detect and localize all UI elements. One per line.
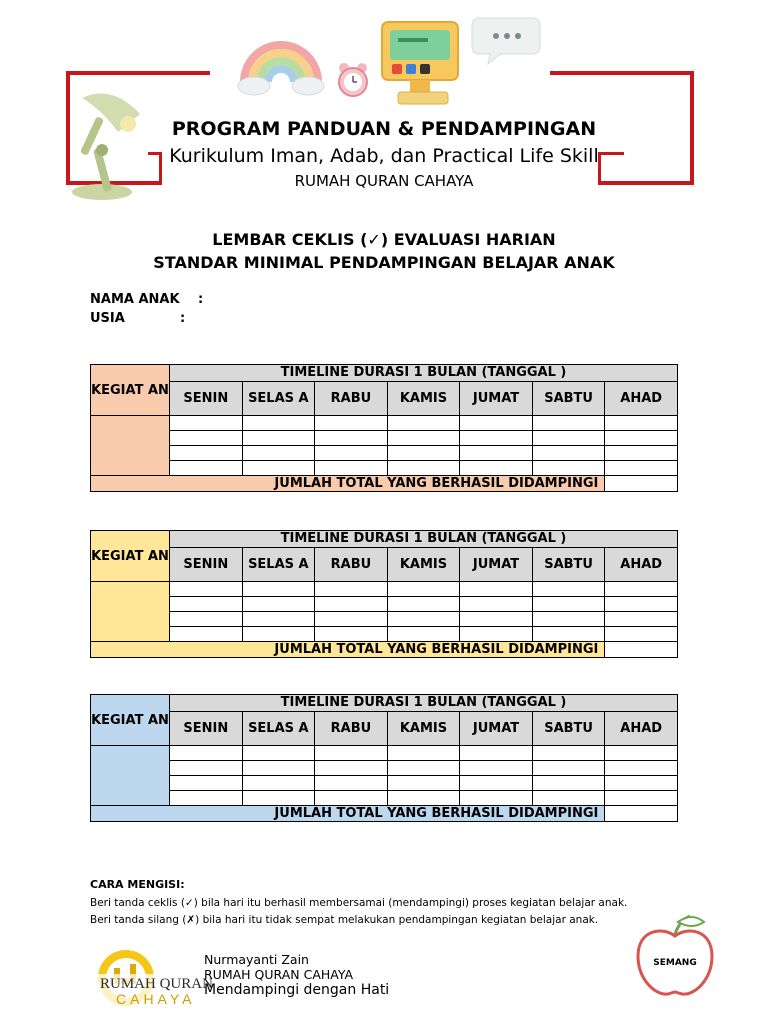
day-selasa: SELAS A (242, 712, 315, 746)
day-kamis: KAMIS (387, 712, 460, 746)
table-row (91, 446, 678, 461)
table-row (91, 627, 678, 642)
instruction-cross: Beri tanda silang (✗) bila hari itu tidak sempat melakukan pendampingan kegiatan belajar anak. (90, 914, 599, 926)
footer-org: RUMAH QURAN CAHAYA (204, 967, 354, 982)
instruction-check: Beri tanda ceklis (✓) bila hari itu berhasil membersamai (mendampingi) proses kegiatan belajar anak. (90, 897, 628, 909)
timeline-header: TIMELINE DURASI 1 BULAN (TANGGAL ) (170, 695, 678, 712)
table-row (91, 461, 678, 476)
computer-icon (380, 18, 462, 108)
chat-bubble-icon (470, 14, 542, 66)
activity-header: KEGIAT AN (91, 365, 170, 416)
instructions-title: CARA MENGISI: (90, 878, 185, 891)
table-row (91, 791, 678, 806)
day-senin: SENIN (170, 712, 243, 746)
day-sabtu: SABTU (532, 712, 605, 746)
activity-header: KEGIAT AN (91, 531, 170, 582)
activity-header: KEGIAT AN (91, 695, 170, 746)
total-value-cell[interactable] (605, 806, 678, 822)
day-rabu: RABU (315, 382, 388, 416)
program-title: PROGRAM PANDUAN & PENDAMPINGAN (171, 118, 597, 140)
logo-text-line1: RUMAH QURAN (100, 976, 213, 992)
footer-tagline: Mendampingi dengan Hati (204, 982, 390, 998)
checklist-table-3 (90, 694, 678, 822)
day-selasa: SELAS A (242, 548, 315, 582)
day-sabtu: SABTU (532, 382, 605, 416)
child-age-field (90, 311, 186, 326)
checklist-table-1 (90, 364, 678, 492)
footer-author: Nurmayanti Zain (204, 952, 309, 967)
timeline-header: TIMELINE DURASI 1 BULAN (TANGGAL ) (170, 531, 678, 548)
child-age-label: USIA (90, 311, 125, 326)
day-ahad: AHAD (605, 382, 678, 416)
timeline-header: TIMELINE DURASI 1 BULAN (TANGGAL ) (170, 365, 678, 382)
day-ahad: AHAD (605, 548, 678, 582)
table-row (91, 582, 678, 597)
apple-icon (634, 912, 716, 998)
child-name-label: NAMA ANAK (90, 292, 180, 307)
total-label: JUMLAH TOTAL YANG BERHASIL DIDAMPINGI (91, 476, 605, 492)
total-label: JUMLAH TOTAL YANG BERHASIL DIDAMPINGI (91, 642, 605, 658)
sheet-subtitle: STANDAR MINIMAL PENDAMPINGAN BELAJAR ANAK (153, 253, 615, 272)
organization-name: RUMAH QURAN CAHAYA (294, 172, 474, 190)
table-row (91, 746, 678, 761)
apple-badge-label: SEMANG (653, 958, 697, 968)
total-value-cell[interactable] (605, 642, 678, 658)
frame-top-right (550, 71, 694, 75)
day-jumat: JUMAT (460, 382, 533, 416)
alarm-clock-icon (336, 60, 370, 102)
total-value-cell[interactable] (605, 476, 678, 492)
child-name-field (90, 292, 204, 307)
activity-cell[interactable] (91, 582, 170, 642)
day-senin: SENIN (170, 548, 243, 582)
program-subtitle: Kurikulum Iman, Adab, dan Practical Life Skill (169, 145, 599, 167)
child-age-colon: : (180, 311, 186, 326)
day-jumat: JUMAT (460, 712, 533, 746)
total-label: JUMLAH TOTAL YANG BERHASIL DIDAMPINGI (91, 806, 605, 822)
table-row (91, 431, 678, 446)
day-senin: SENIN (170, 382, 243, 416)
table-row (91, 761, 678, 776)
day-rabu: RABU (315, 712, 388, 746)
day-rabu: RABU (315, 548, 388, 582)
day-jumat: JUMAT (460, 548, 533, 582)
rainbow-icon (236, 22, 326, 98)
activity-cell[interactable] (91, 416, 170, 476)
table-row (91, 416, 678, 431)
table-row (91, 776, 678, 791)
child-name-colon: : (198, 292, 204, 307)
day-selasa: SELAS A (242, 382, 315, 416)
activity-cell[interactable] (91, 746, 170, 806)
table-row (91, 597, 678, 612)
frame-top-left (66, 71, 210, 75)
checklist-table-2 (90, 530, 678, 658)
day-ahad: AHAD (605, 712, 678, 746)
table-row (91, 612, 678, 627)
day-kamis: KAMIS (387, 382, 460, 416)
logo-text-line2: CAHAYA (116, 991, 196, 1007)
day-kamis: KAMIS (387, 548, 460, 582)
sheet-title: LEMBAR CEKLIS (✓) EVALUASI HARIAN (212, 230, 556, 249)
day-sabtu: SABTU (532, 548, 605, 582)
